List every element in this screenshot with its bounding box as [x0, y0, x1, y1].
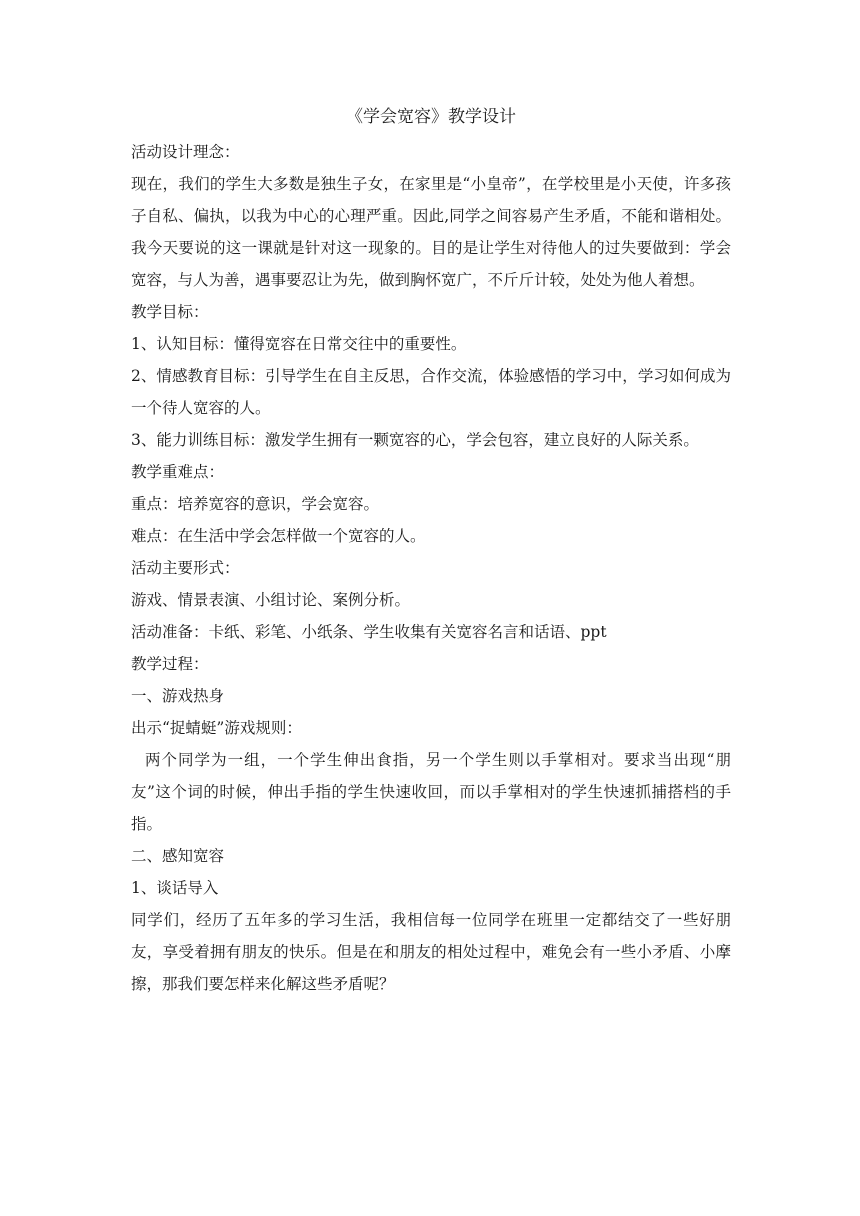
document-title: 《学会宽容》教学设计	[346, 107, 516, 127]
section-heading-activity-forms: 活动主要形式：	[131, 559, 240, 577]
goal-emotional: 2、情感教育目标：引导学生在自主反思，合作交流，体验感悟的学习中，学习如何成为一个待人宽容的人。	[131, 367, 731, 417]
goal-cognitive: 1、认知目标：懂得宽容在日常交往中的重要性。	[131, 335, 467, 353]
subheading-perceive-tolerance: 二、感知宽容	[131, 847, 225, 865]
key-point: 重点：培养宽容的意识，学会宽容。	[131, 495, 380, 513]
difficult-point: 难点：在生活中学会怎样做一个宽容的人。	[131, 527, 426, 545]
game-rules-text: 两个同学为一组，一个学生伸出食指，另一个学生则以手掌相对。要求当出现“朋友”这个词的时候，伸出手指的学生快速收回，而以手掌相对的学生快速抓捕搭档的手指。	[131, 751, 731, 833]
conversation-intro-text: 同学们，经历了五年多的学习生活，我相信每一位同学在班里一定都结交了一些好朋友，享受着拥有朋友的快乐。但是在和朋友的相处过程中，难免会有一些小矛盾、小摩擦，那我们要怎样来化解这些矛盾呢？	[131, 911, 731, 993]
game-rules-intro: 出示“捉蜻蜓”游戏规则：	[131, 719, 302, 737]
section-heading-design-concept: 活动设计理念：	[131, 143, 240, 161]
paragraph-design-concept: 现在，我们的学生大多数是独生子女，在家里是“小皇帝”，在学校里是小天使，许多孩子自私、偏执，以我为中心的心理严重。因此,同学之间容易产生矛盾，不能和谐相处。我今天要说的这一课就是针对这一现象的。目的是让学生对待他人的过失要做到：学会宽容，与人为善，遇事要忍让为先，做到胸怀宽广，不斤斤计较，处处为他人着想。	[131, 175, 731, 289]
section-heading-key-points: 教学重难点：	[131, 463, 225, 481]
subheading-conversation-intro: 1、谈话导入	[131, 879, 219, 897]
activity-preparation: 活动准备：卡纸、彩笔、小纸条、学生收集有关宽容名言和话语、ppt	[131, 623, 607, 641]
section-heading-teaching-goals: 教学目标：	[131, 303, 209, 321]
activity-forms: 游戏、情景表演、小组讨论、案例分析。	[131, 591, 411, 609]
document-page	[131, 100, 731, 1000]
section-heading-teaching-process: 教学过程：	[131, 655, 209, 673]
goal-ability: 3、能力训练目标：激发学生拥有一颗宽容的心，学会包容，建立良好的人际关系。	[131, 431, 699, 449]
subheading-game-warmup: 一、游戏热身	[131, 687, 225, 705]
